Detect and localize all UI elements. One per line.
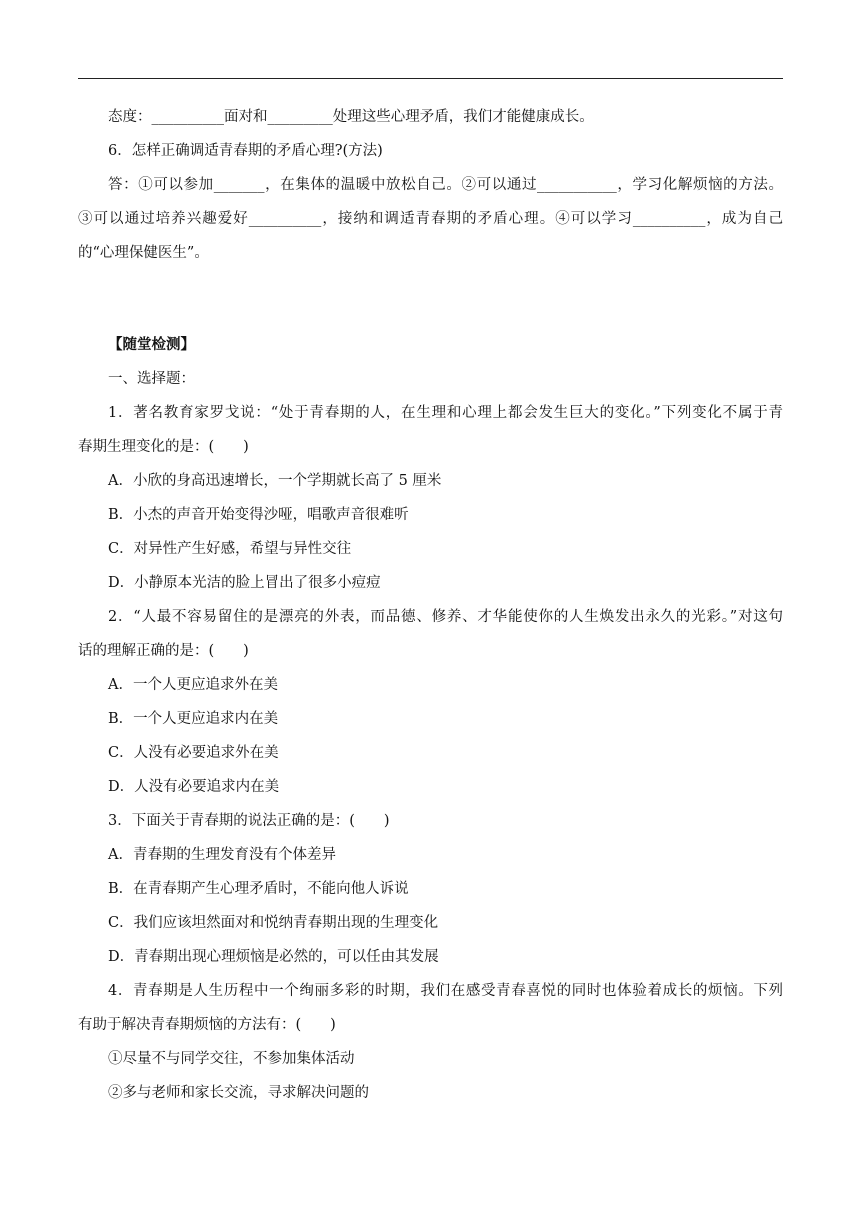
answer-6-line-1: 答：①可以参加_______，在集体的温暖中放松自己。②可以通过___________，学习化解烦恼的方法。 — [108, 177, 783, 193]
spacer — [78, 270, 783, 328]
attitude-line: 态度：__________面对和_________处理这些心理矛盾，我们才能健康成长。 — [108, 109, 594, 125]
section-title: 【随堂检测】 — [108, 336, 195, 353]
header-rule — [78, 78, 783, 79]
question-1-option-d: D．小静原本光洁的脸上冒出了很多小痘痘 — [108, 575, 381, 591]
answer-6-line-2: ③可以通过培养兴趣爱好__________，接纳和调适青春期的矛盾心理。④可以学习__________，成为自己 — [78, 211, 783, 227]
question-2-stem-line-1: 2．“人最不容易留住的是漂亮的外表，而品德、修养、才华能使你的人生焕发出永久的光彩。”对这句 — [108, 609, 783, 625]
question-1-option-a: A．小欣的身高迅速增长，一个学期就长高了 5 厘米 — [108, 473, 442, 489]
question-3-option-c: C．我们应该坦然面对和悦纳青春期出现的生理变化 — [108, 915, 439, 931]
question-4-stem-line-2: 有助于解决青春期烦恼的方法有：( ) — [78, 1017, 336, 1033]
question-1-stem-line-2: 春期生理变化的是：( ) — [78, 439, 249, 455]
question-3-option-a: A．青春期的生理发育没有个体差异 — [108, 847, 336, 863]
question-2-option-b: B．一个人更应追求内在美 — [108, 711, 279, 727]
question-2-option-c: C．人没有必要追求外在美 — [108, 745, 279, 761]
document-page — [78, 100, 783, 1110]
question-1-option-c: C．对异性产生好感，希望与异性交往 — [108, 541, 352, 557]
answer-6-line-3: 的“心理保健医生”。 — [78, 245, 209, 261]
question-1-option-b: B．小杰的声音开始变得沙哑，唱歌声音很难听 — [108, 507, 409, 523]
question-4-choice-2: ②多与老师和家长交流，寻求解决问题的 — [108, 1085, 369, 1101]
question-3-option-d: D．青春期出现心理烦恼是必然的，可以任由其发展 — [108, 949, 439, 965]
question-1-stem-line-1: 1．著名教育家罗戈说：“处于青春期的人，在生理和心理上都会发生巨大的变化。”下列变化不属于青 — [108, 405, 783, 421]
question-2-option-d: D．人没有必要追求内在美 — [108, 779, 280, 795]
question-3-stem: 3．下面关于青春期的说法正确的是：( ) — [108, 813, 390, 829]
question-4-stem-line-1: 4．青春期是人生历程中一个绚丽多彩的时期，我们在感受青春喜悦的同时也体验着成长的烦恼。下列 — [108, 983, 783, 999]
question-6: 6．怎样正确调适青春期的矛盾心理?(方法) — [108, 143, 383, 159]
question-3-option-b: B．在青春期产生心理矛盾时，不能向他人诉说 — [108, 881, 409, 897]
section-subtitle: 一、选择题： — [108, 371, 195, 387]
question-2-stem-line-2: 话的理解正确的是：( ) — [78, 643, 249, 659]
question-4-choice-1: ①尽量不与同学交往，不参加集体活动 — [108, 1051, 355, 1067]
question-2-option-a: A．一个人更应追求外在美 — [108, 677, 278, 693]
